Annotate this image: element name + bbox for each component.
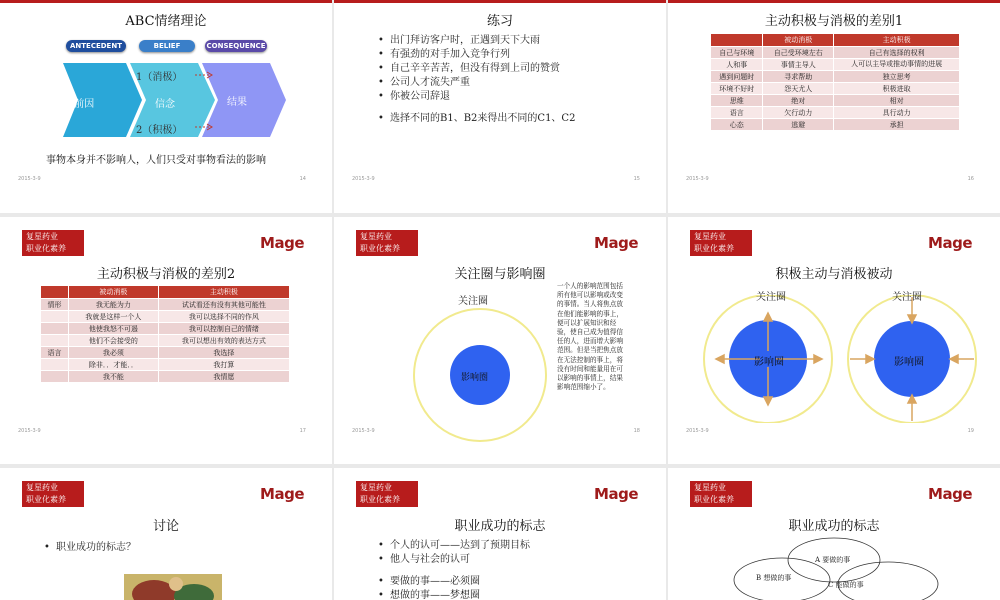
list-item: • 公司人才流失严重 — [378, 76, 575, 90]
table-row: 思维 绝对 相对 — [711, 95, 960, 107]
slide-title: 练习 — [486, 14, 513, 29]
list-item: • 他人与社会的认可 — [378, 553, 530, 567]
table-row: 语言 我必须 我选择 — [41, 347, 290, 359]
mage-logo: Mage — [260, 234, 304, 252]
footer-date: 2015-3-9 — [18, 428, 41, 434]
footer-date: 2015-3-9 — [352, 176, 375, 182]
slide-title: 积极主动与消极被动 — [775, 267, 893, 282]
header-badge: 复星药业 职业化素养 — [356, 481, 418, 507]
c-label: 结果 — [227, 97, 247, 108]
list-item: • 个人的认可——达到了预期目标 — [378, 539, 530, 553]
slide-title: 关注圈与影响圈 — [454, 267, 546, 282]
influence-label-left: 影响圈 — [754, 357, 784, 368]
success-list — [378, 539, 530, 600]
a-label: A前因 — [67, 99, 95, 110]
caption: 事物本身并不影响人，人们只受对事物看法的影响 — [46, 155, 266, 166]
slide-difference-1[interactable] — [668, 0, 1000, 213]
page-number: 18 — [633, 428, 640, 434]
exercise-list — [378, 34, 575, 126]
path-negative: 1（消极） — [136, 72, 183, 83]
table-row: 情形 我无能为力 试试看还有没有其他可能性 — [41, 299, 290, 311]
slide-title: ABC情绪理论 — [125, 14, 207, 29]
list-item: • 自己辛辛苦苦，但没有得到上司的赞赏 — [378, 62, 575, 76]
table-row: 我不能 我情愿 — [41, 371, 290, 383]
slide-title: 职业成功的标志 — [454, 519, 546, 534]
footer-date: 2015-3-9 — [352, 428, 375, 434]
slide-success-venn[interactable] — [668, 468, 1000, 600]
page-number: 17 — [299, 428, 306, 434]
consequence-pill: CONSEQUENCE — [206, 42, 266, 50]
mage-logo: Mage — [928, 485, 972, 503]
venn-label-c: C 能做的事 — [828, 581, 864, 589]
page-number: 19 — [967, 428, 974, 434]
table-row: 遇到问题时 寻求帮助 独立思考 — [711, 71, 960, 83]
slide-exercise[interactable] — [334, 0, 666, 213]
table-row: 环境不好时 怨天尤人 积极进取 — [711, 83, 960, 95]
list-item: • 你被公司辞退 — [378, 90, 575, 104]
header-badge: 复星药业 职业化素养 — [22, 230, 84, 256]
table-row: 人和事 事情主导人 人可以主导或推动事情的进展 — [711, 59, 960, 71]
page-number: 16 — [967, 176, 974, 182]
slide-title: 讨论 — [152, 519, 179, 534]
difference-table — [710, 33, 960, 131]
list-item: • 出门拜访客户时，正遇到天下大雨 — [378, 34, 575, 48]
header-badge: 复星药业 职业化素养 — [22, 481, 84, 507]
concern-label-right: 关注圈 — [892, 292, 922, 303]
top-bar — [334, 0, 666, 3]
path-positive: 2（积极） — [136, 125, 183, 136]
top-bar — [0, 0, 332, 3]
influence-label: 影响圈 — [461, 373, 489, 383]
discussion-image — [124, 574, 222, 600]
slide-title: 职业成功的标志 — [788, 519, 880, 534]
difference-table — [40, 285, 290, 383]
influence-label-right: 影响圈 — [894, 357, 924, 368]
antecedent-pill: ANTECEDENT — [66, 40, 126, 52]
list-item: • 选择不同的B1、B2来得出不同的C1、C2 — [378, 112, 575, 126]
column-header: 主动积极 — [158, 286, 289, 299]
page-number: 15 — [633, 176, 640, 182]
list-item: • 要做的事——必须圈 — [378, 575, 530, 589]
top-bar — [668, 0, 1000, 3]
slide-circles[interactable] — [334, 217, 666, 464]
column-header: 被动消极 — [763, 34, 834, 47]
concern-label-left: 关注圈 — [756, 292, 786, 303]
table-row: 他们不会接受的 我可以想出有效的表达方式 — [41, 335, 290, 347]
venn-label-b: B 想做的事 — [756, 574, 792, 582]
description: 一个人的影响范围包括所有他可以影响或改变的事情。当人将焦点放在他们能影响的事上，便可以扩展知识和经验，使自己成为值得信任的人，进而增大影响范围。但是当把焦点放在无法控制的事上，将没有时间和能量用在可以影响的事情上，结果影响范围缩小了。 — [557, 282, 623, 392]
slide-discussion[interactable] — [0, 468, 332, 600]
slide-title: 主动积极与消极的差别2 — [96, 267, 236, 282]
header-badge: 复星药业 职业化素养 — [690, 481, 752, 507]
table-row: 自己与环境 自己受环境左右 自己有选择的权利 — [711, 47, 960, 59]
slide-proactive[interactable] — [668, 217, 1000, 464]
list-item: • 有强劲的对手加入竞争行列 — [378, 48, 575, 62]
slide-difference-2[interactable] — [0, 217, 332, 464]
table-row: 语言 欠行动力 具行动力 — [711, 107, 960, 119]
belief-pill: BELIEF — [139, 40, 195, 52]
footer-date: 2015-3-9 — [686, 428, 709, 434]
header-badge: 复星药业 职业化素养 — [690, 230, 752, 256]
slide-abc-theory[interactable] — [0, 0, 332, 213]
table-row: 除非．．才能．． 我打算 — [41, 359, 290, 371]
column-header: 主动积极 — [834, 34, 960, 47]
slide-title: 主动积极与消极的差别1 — [764, 14, 904, 29]
page-number: 14 — [299, 176, 306, 182]
mage-logo: Mage — [260, 485, 304, 503]
table-row: 我就是这样一个人 我可以选择不同的作风 — [41, 311, 290, 323]
mage-logo: Mage — [928, 234, 972, 252]
mage-logo: Mage — [594, 234, 638, 252]
list-item: • 职业成功的标志？ — [44, 541, 136, 555]
table-row: 心态 逃避 承担 — [711, 119, 960, 131]
list-item: • 想做的事——梦想圈 — [378, 589, 530, 600]
concern-label: 关注圈 — [458, 296, 488, 307]
venn-label-a: A 要做的事 — [815, 556, 851, 564]
table-row: 他使我怒不可遏 我可以控制自己的情绪 — [41, 323, 290, 335]
slide-success-marks[interactable] — [334, 468, 666, 600]
b-label: 信念 — [155, 99, 175, 110]
venn-diagram — [724, 534, 954, 600]
proactive-diagram — [698, 295, 988, 423]
mage-logo: Mage — [594, 485, 638, 503]
header-badge: 复星药业 职业化素养 — [356, 230, 418, 256]
footer-date: 2015-3-9 — [18, 176, 41, 182]
discussion-list — [44, 541, 136, 555]
footer-date: 2015-3-9 — [686, 176, 709, 182]
column-header: 被动消极 — [68, 286, 158, 299]
